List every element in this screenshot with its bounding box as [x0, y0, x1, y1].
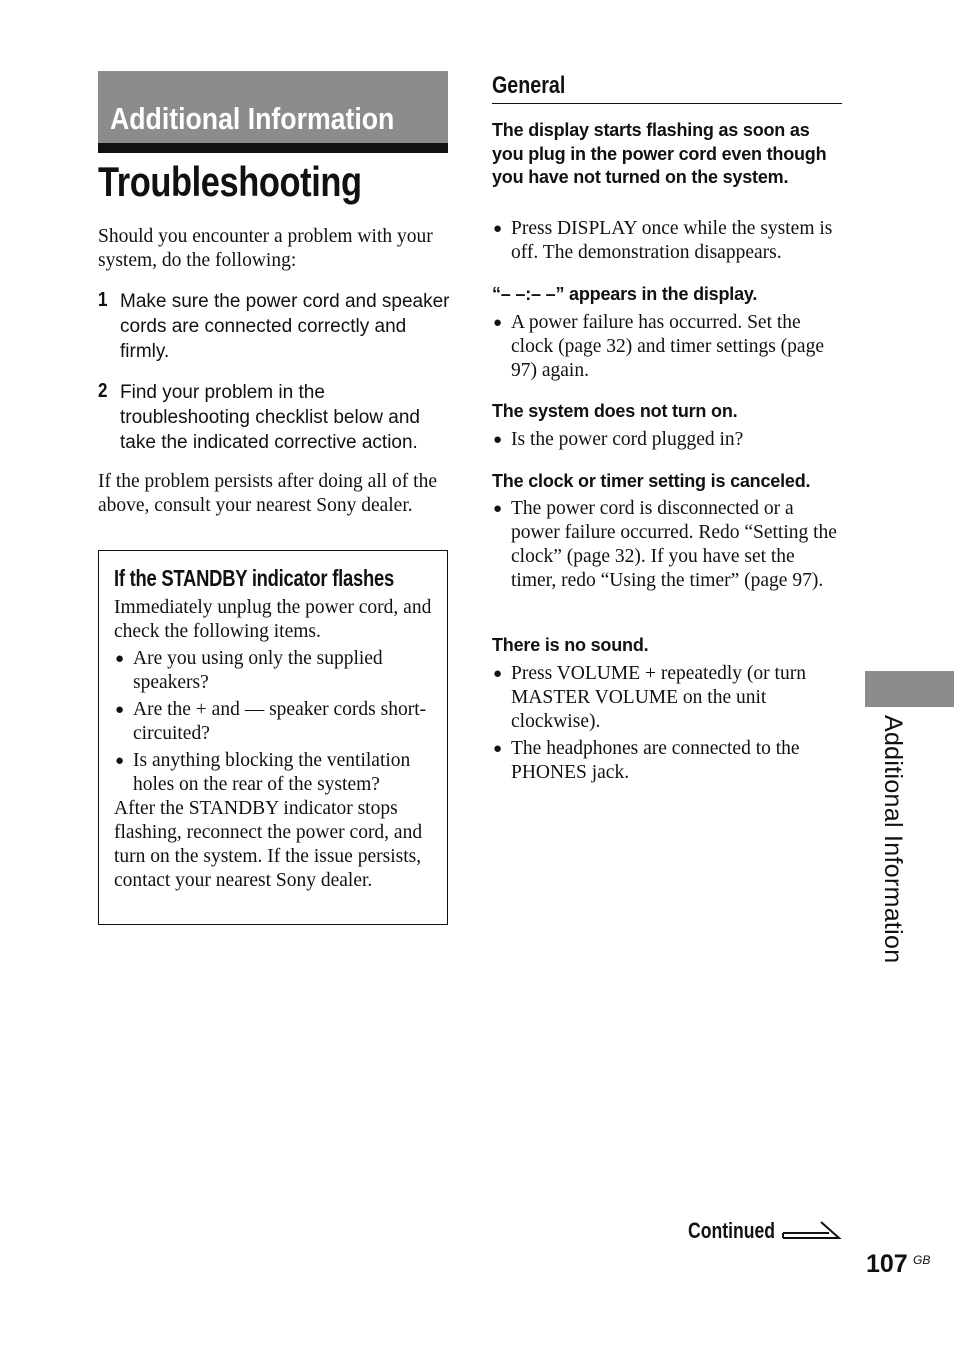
step-text: Make sure the power cord and speaker cords are connected correctly and firmly.	[120, 291, 450, 362]
list-item-text: Is the power cord plugged in?	[511, 429, 744, 450]
bullet-icon: ●	[493, 432, 503, 448]
problem-heading: The system does not turn on.	[492, 401, 738, 421]
list-item	[492, 662, 837, 734]
bullet-icon: ●	[115, 753, 125, 769]
list-item-text: Press DISPLAY once while the system is off. The demonstration disappears.	[511, 218, 833, 263]
step-text: Find your problem in the troubleshooting checklist below and take the indicated corrective action.	[120, 382, 420, 453]
bullet-icon: ●	[115, 651, 125, 667]
step-number: 2	[98, 380, 108, 402]
solution-list	[492, 217, 837, 268]
list-item	[492, 737, 837, 785]
banner-underline-bar	[98, 143, 448, 153]
list-item-text: Are the + and — speaker cords short-circuited?	[133, 699, 427, 744]
solution-list	[492, 311, 837, 386]
list-item-text: The power cord is disconnected or a power failure occurred. Redo “Setting the clock” (page 32). If you have set the timer, redo “Using the timer” (page 97).	[511, 498, 837, 591]
bullet-icon: ●	[493, 501, 503, 517]
continued-label: Continued	[688, 1218, 776, 1243]
list-item	[114, 647, 439, 695]
standby-box-after: After the STANDBY indicator stops flashing, reconnect the power cord, and turn on the system. If the issue persists, contact your nearest Sony dealer.	[114, 798, 423, 891]
page-region-suffix: GB	[913, 1253, 931, 1267]
bullet-icon: ●	[493, 741, 503, 757]
solution-list	[492, 428, 837, 455]
list-item	[492, 311, 837, 383]
bullet-icon: ●	[115, 702, 125, 718]
list-item-text: The headphones are connected to the PHONES jack.	[511, 738, 800, 783]
list-item-text: Are you using only the supplied speakers?	[133, 648, 383, 693]
page-heading: Troubleshooting	[98, 158, 362, 205]
section-title: Additional Information	[110, 101, 395, 136]
problem-heading: The display starts flashing as soon as you plug in the power cord even though you have not turned on the system.	[492, 120, 827, 187]
problem-heading: “– –:– –” appears in the display.	[492, 284, 758, 304]
bullet-icon: ●	[493, 666, 503, 682]
list-item-text: A power failure has occurred. Set the clock (page 32) and timer settings (page 97) again.	[511, 312, 824, 381]
problem-heading: The clock or timer setting is canceled.	[492, 471, 811, 491]
standby-info-box	[98, 550, 448, 925]
solution-list	[492, 497, 837, 596]
list-item	[492, 428, 837, 452]
list-item	[492, 217, 837, 265]
list-item	[114, 698, 439, 746]
standby-box-heading: If the STANDBY indicator flashes	[114, 565, 394, 591]
intro-paragraph: Should you encounter a problem with your system, do the following:	[98, 226, 433, 271]
general-heading-rule	[492, 103, 842, 104]
solution-list	[492, 662, 837, 788]
section-side-tab	[865, 671, 954, 707]
step-number: 1	[98, 289, 108, 311]
section-banner	[98, 71, 448, 143]
side-tab-label: Additional Information	[879, 715, 907, 964]
persist-note: If the problem persists after doing all of the above, consult your nearest Sony dealer.	[98, 471, 437, 516]
page-number: 107	[866, 1250, 908, 1278]
bullet-icon: ●	[493, 315, 503, 331]
problem-heading: There is no sound.	[492, 635, 649, 655]
list-item-text: Press VOLUME + repeatedly (or turn MASTER VOLUME on the unit clockwise).	[511, 663, 806, 732]
list-item	[492, 497, 837, 593]
bullet-icon: ●	[493, 221, 503, 237]
list-item	[114, 749, 439, 797]
general-heading: General	[492, 72, 566, 99]
list-item-text: Is anything blocking the ventilation holes on the rear of the system?	[133, 750, 411, 795]
standby-box-intro: Immediately unplug the power cord, and check the following items.	[114, 597, 432, 642]
continued-arrow-icon	[781, 1218, 843, 1242]
standby-checklist	[114, 647, 439, 800]
